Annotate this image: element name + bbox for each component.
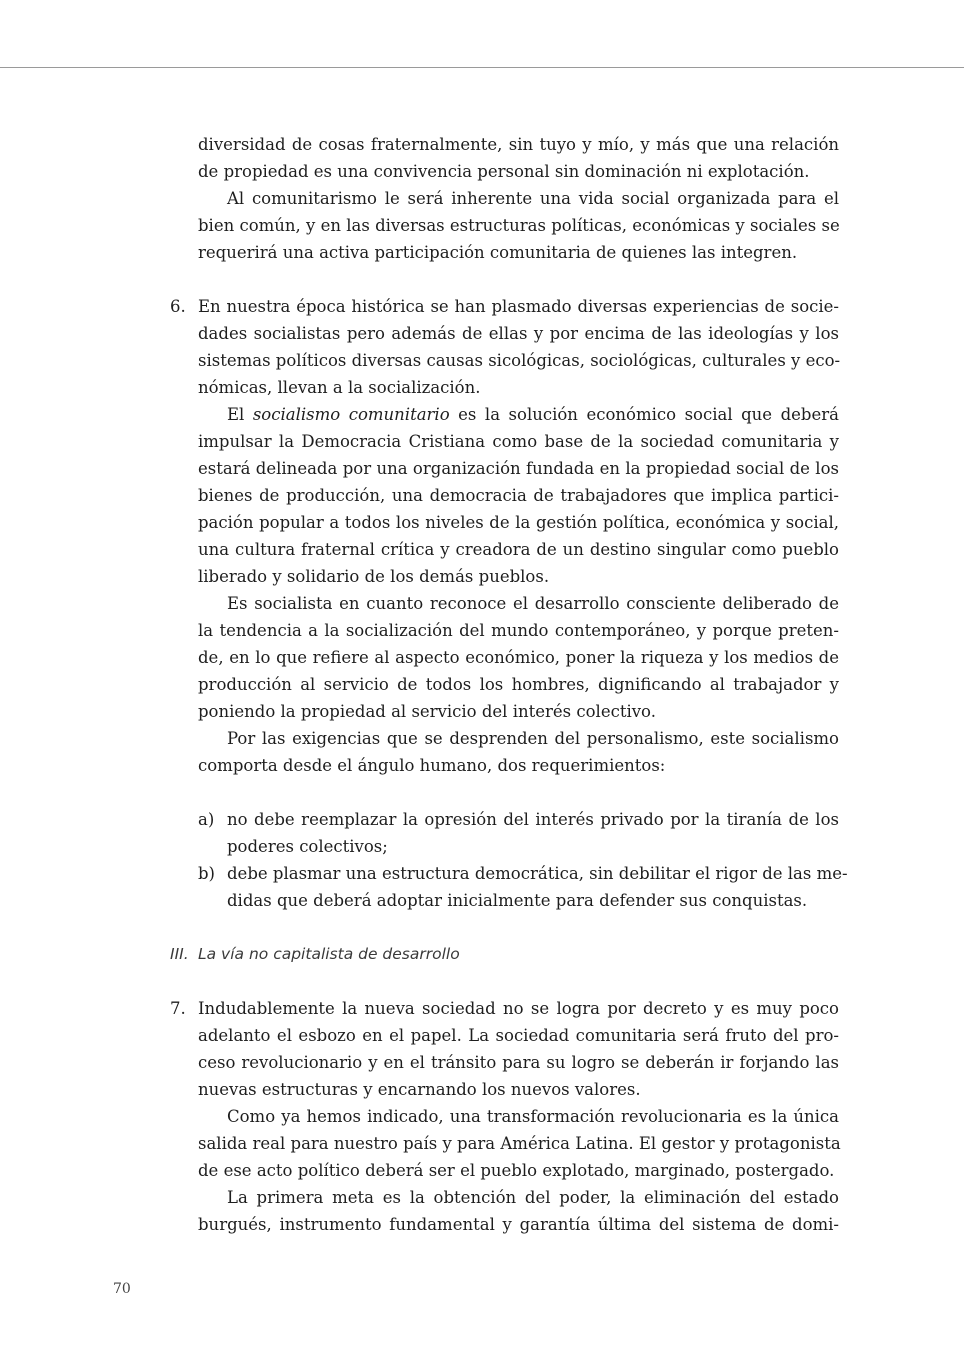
text-line: de propiedad es una convivencia personal sin dominación ni explotación. [198,162,810,181]
page-body [170,131,848,1238]
list-item-7-line: 7. Indudablemente la nueva sociedad no se logra por decreto y es muy poco [198,995,839,1022]
text-line: salida real para nuestro país y para América Latina. El gestor y protagonista [198,1134,841,1153]
text-line: liberado y solidario de los demás pueblos. [198,567,550,586]
sublist-item-a: a) no debe reemplazar la opresión del interés privado por la tiranía de los [198,806,839,833]
section-heading [170,941,839,968]
header-rule [0,67,964,68]
text-line: impulsar la Democracia Cristiana como base de la sociedad comunitaria y [198,432,839,451]
text-line: Como ya hemos indicado, una transformación revolucionaria es la única [227,1107,839,1126]
text-line: comporta desde el ángulo humano, dos requerimientos: [198,756,666,775]
text-line: poderes colectivos; [227,837,388,856]
sublist-label: b) [198,864,215,883]
text-line: La primera meta es la obtención del poder, la eliminación del estado [227,1188,839,1207]
text-line: dades socialistas pero además de ellas y por encima de las ideologías y los [198,324,839,343]
text-line: de, en lo que refiere al aspecto económico, poner la riqueza y los medios de [198,648,839,667]
sublist-label: a) [198,810,215,829]
item-number: 6. [170,297,186,316]
text-line: burgués, instrumento fundamental y garantía última del sistema de domi- [198,1215,839,1234]
text-line: estará delineada por una organización fundada en la propiedad social de los [198,459,839,478]
text-line: la tendencia a la socialización del mundo contemporáneo, y porque preten- [198,621,839,640]
text-line: ceso revolucionario y en el tránsito para su logro se deberán ir forjando las [198,1053,839,1072]
text-line: Es socialista en cuanto reconoce el desarrollo consciente deliberado de [227,594,839,613]
text-line: adelanto el esbozo en el papel. La sociedad comunitaria será fruto del pro- [198,1026,839,1045]
page-number: 70 [113,1281,131,1297]
text-line: Por las exigencias que se desprenden del personalismo, este socialismo [227,729,839,748]
section-number: III. [170,945,189,963]
text-line: El socialismo comunitario es la solución económico social que deberá [227,405,839,424]
text-line: diversidad de cosas fraternalmente, sin tuyo y mío, y más que una relación [198,135,839,154]
item-number: 7. [170,999,186,1018]
text-line: pación popular a todos los niveles de la gestión política, económica y social, [198,513,839,532]
text-line: bien común, y en las diversas estructuras políticas, económicas y sociales se [198,216,840,235]
text-line: de ese acto político deberá ser el pueblo explotado, marginado, postergado. [198,1161,835,1180]
text-line: producción al servicio de todos los hombres, dignificando al trabajador y [198,675,839,694]
text-line: Al comunitarismo le será inherente una vida social organizada para el [227,189,839,208]
text-line: sistemas políticos diversas causas sicológicas, sociológicas, culturales y eco- [198,351,841,370]
text-line: poniendo la propiedad al servicio del interés colectivo. [198,702,656,721]
text-line: didas que deberá adoptar inicialmente para defender sus conquistas. [227,891,808,910]
text-line: nuevas estructuras y encarnando los nuevos valores. [198,1080,641,1099]
section-title: La vía no capitalista de desarrollo [198,945,460,963]
list-item-6-line: 6. En nuestra época histórica se han plasmado diversas experiencias de socie- [198,293,839,320]
text-line: bienes de producción, una democracia de trabajadores que implica partici- [198,486,839,505]
text-line: una cultura fraternal crítica y creadora de un destino singular como pueblo [198,540,839,559]
text-line: requerirá una activa participación comunitaria de quienes las integren. [198,243,798,262]
sublist-item-b: b) debe plasmar una estructura democrática, sin debilitar el rigor de las me- [198,860,839,887]
emphasis: socialismo comunitario [252,405,450,424]
text-line: nómicas, llevan a la socialización. [198,378,481,397]
